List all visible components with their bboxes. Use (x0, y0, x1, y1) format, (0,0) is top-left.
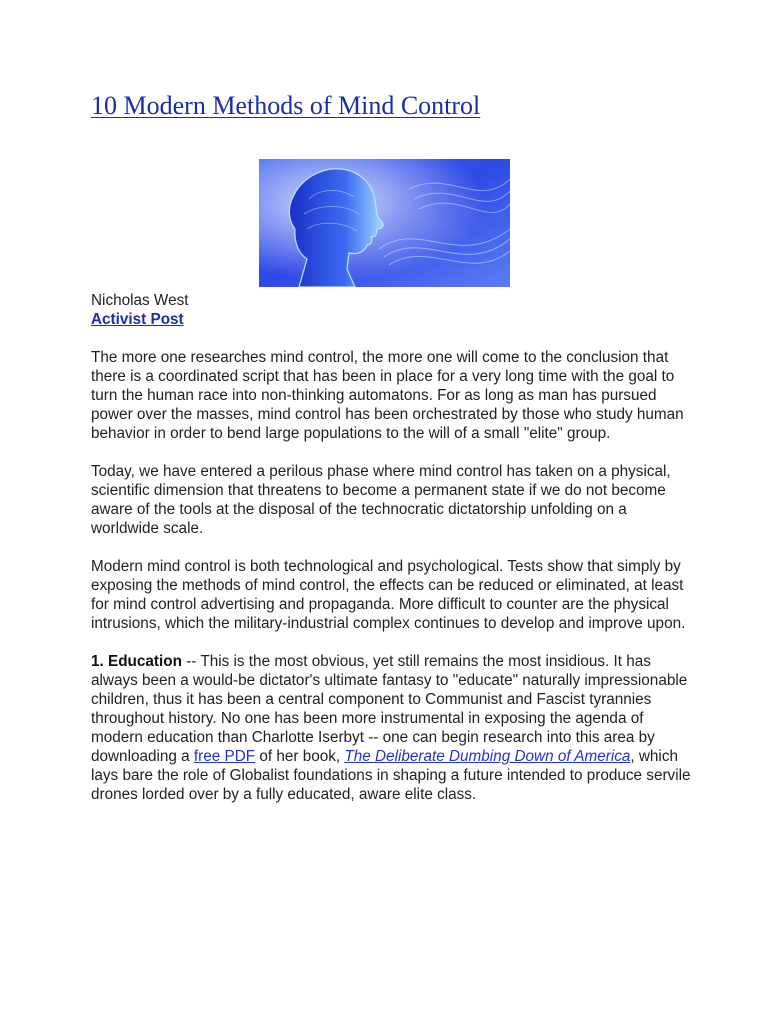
source-link[interactable]: Activist Post (91, 311, 184, 328)
article-title: 10 Modern Methods of Mind Control (91, 91, 481, 120)
article-body (91, 348, 691, 823)
paragraph-education (91, 652, 691, 804)
head-profile-icon (259, 159, 510, 287)
hero-image (259, 159, 510, 287)
author-name: Nicholas West (91, 292, 189, 309)
free-pdf-link[interactable]: free PDF (193, 748, 256, 765)
paragraph-text: of her book, (255, 748, 345, 765)
paragraph-text: -- This is the most obvious, yet still remains the most insidious. It has always been a would-be dictator's ultimate fantasy to "educate" naturally impressionable children, thus it has been a central component to Communist and Fascist tyrannies throughout history. No one has been more instrumental in exposing the agenda of modern education than Charlotte Iserbyt -- one can begin research into this area by downloading a (91, 653, 688, 765)
byline (91, 291, 188, 329)
book-title: The Deliberate Dumbing Down of America (344, 748, 631, 765)
section-heading-education: 1. Education (91, 653, 182, 670)
paragraph-text: , which lays bare the role of Globalist foundations in shaping a future intended to produce servile drones lorded over by a fully educated, aware elite class. (91, 748, 691, 803)
paragraph-modern: Modern mind control is both technological and psychological. Tests show that simply by exposing the methods of mind control, the effects can be reduced or eliminated, at least for mind control advertising and propaganda. More difficult to counter are the physical intrusions, which the military-industrial complex continues to develop and improve upon. (91, 558, 686, 632)
paragraph-today: Today, we have entered a perilous phase where mind control has taken on a physical, scientific dimension that threatens to become a permanent state if we do not become aware of the tools at the disposal of the technocratic dictatorship unfolding on a worldwide scale. (91, 463, 671, 537)
paragraph-intro: The more one researches mind control, the more one will come to the conclusion that there is a coordinated script that has been in place for a very long time with the goal to turn the human race into non-thinking automatons. For as long as man has pursued power over the masses, mind control has been orchestrated by those who study human behavior in order to bend large populations to the will of a small "elite" group. (91, 349, 684, 442)
book-link[interactable] (344, 748, 630, 765)
